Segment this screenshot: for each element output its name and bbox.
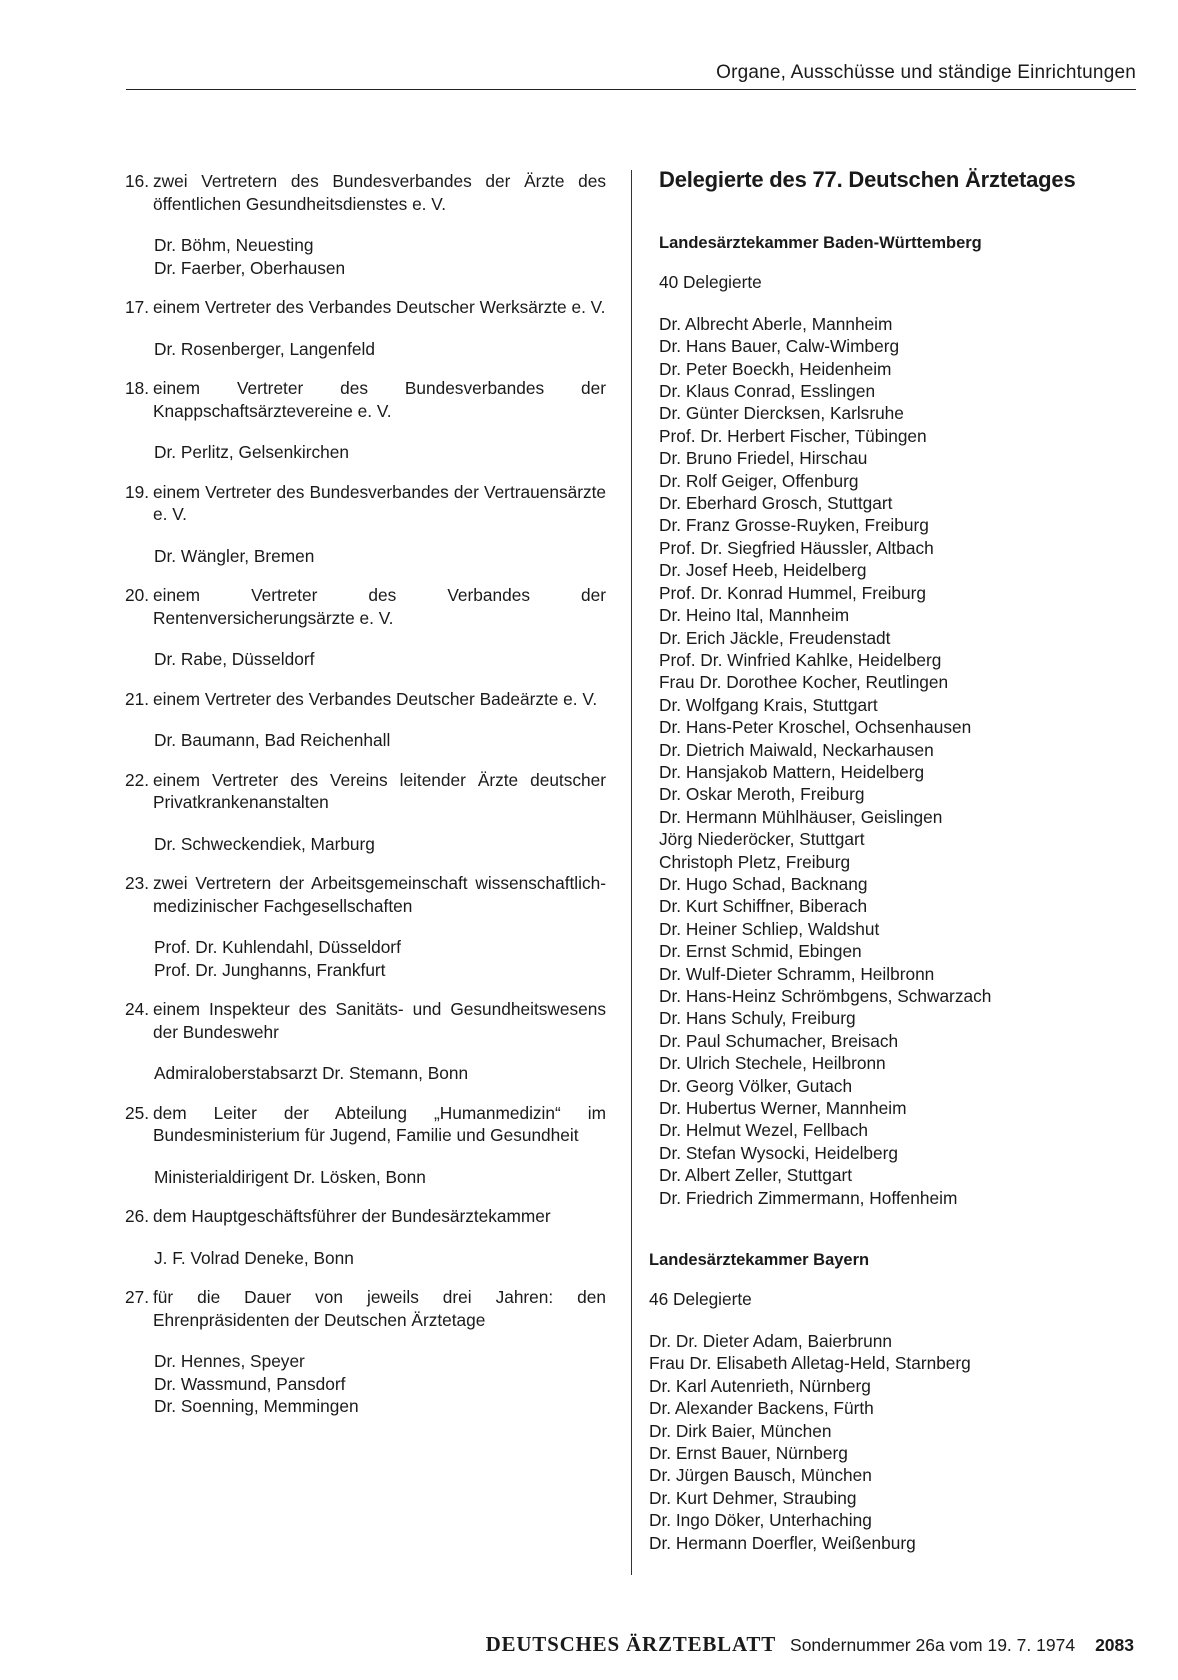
page-footer bbox=[486, 1632, 1134, 1657]
member-name: Dr. Wassmund, Pansdorf bbox=[154, 1373, 346, 1394]
member-names bbox=[116, 1166, 606, 1189]
item-text: einem Inspekteur des Sanitäts- und Gesundheitswesens der Bundeswehr bbox=[153, 999, 606, 1042]
delegate-name: Dr. Dietrich Maiwald, Neckarhausen bbox=[659, 739, 934, 760]
member-names bbox=[116, 729, 606, 752]
delegate-name: Dr. Georg Völker, Gutach bbox=[659, 1075, 853, 1096]
page-number: 2083 bbox=[1095, 1635, 1134, 1655]
delegate-name: Christoph Pletz, Freiburg bbox=[659, 851, 851, 872]
item-number: 19. bbox=[124, 481, 149, 502]
list-item bbox=[116, 584, 606, 671]
chamber-heading: Landesärztekammer Bayern bbox=[649, 1251, 870, 1270]
item-number: 21. bbox=[124, 688, 149, 709]
item-number: 22. bbox=[124, 769, 149, 790]
delegate-name: Dr. Ulrich Stechele, Heilbronn bbox=[659, 1053, 886, 1074]
chamber-heading: Landesärztekammer Baden-Württemberg bbox=[659, 234, 982, 252]
delegate-name: Dr. Heino Ital, Mannheim bbox=[659, 605, 850, 626]
item-number: 18. bbox=[124, 378, 149, 398]
member-names bbox=[116, 545, 606, 568]
member-name: Prof. Dr. Kuhlendahl, Düsseldorf bbox=[154, 937, 401, 957]
column-divider bbox=[631, 170, 632, 1575]
list-item bbox=[116, 481, 606, 568]
delegate-name: Dr. Hans Schuly, Freiburg bbox=[659, 1008, 856, 1029]
member-name: Dr. Faerber, Oberhausen bbox=[154, 257, 346, 278]
delegate-name: Dr. Hans-Heinz Schrömbgens, Schwarzach bbox=[659, 986, 992, 1006]
delegate-name: Dr. Eberhard Grosch, Stuttgart bbox=[659, 493, 893, 514]
delegate-name: Dr. Jürgen Bausch, München bbox=[649, 1465, 872, 1486]
item-text: einem Vertreter des Verbandes der Rentenversicherungsärzte e. V. bbox=[153, 585, 606, 628]
chamber-section bbox=[647, 1249, 1117, 1554]
delegate-name: Dr. Klaus Conrad, Esslingen bbox=[659, 381, 876, 402]
member-name: Dr. Wängler, Bremen bbox=[154, 545, 315, 566]
member-names bbox=[116, 338, 606, 361]
item-number: 16. bbox=[124, 171, 149, 191]
header-rule bbox=[126, 89, 1136, 90]
delegate-name: Dr. Heiner Schliep, Waldshut bbox=[659, 918, 880, 939]
list-item bbox=[116, 296, 606, 360]
member-name: Dr. Perlitz, Gelsenkirchen bbox=[154, 442, 349, 462]
member-name: Dr. Soenning, Memmingen bbox=[154, 1396, 359, 1416]
item-text: einem Vertreter des Bundesverbandes der Knappschaftsärztevereine e. V. bbox=[153, 378, 606, 421]
left-column bbox=[116, 170, 606, 1435]
delegate-name: Dr. Rolf Geiger, Offenburg bbox=[659, 470, 859, 491]
delegate-name: Dr. Alexander Backens, Fürth bbox=[649, 1398, 874, 1419]
delegate-name: Dr. Oskar Meroth, Freiburg bbox=[659, 784, 865, 805]
delegate-name: Dr. Dirk Baier, München bbox=[649, 1420, 832, 1441]
delegate-name: Dr. Helmut Wezel, Fellbach bbox=[659, 1120, 869, 1141]
list-item bbox=[116, 377, 606, 464]
delegate-list bbox=[649, 1330, 1117, 1554]
item-number: 17. bbox=[124, 297, 149, 317]
delegate-name: Dr. Dr. Dieter Adam, Baierbrunn bbox=[649, 1330, 892, 1351]
item-text: einem Vertreter des Verbandes Deutscher Badeärzte e. V. bbox=[153, 688, 598, 709]
item-text: dem Leiter der Abteilung „Humanmedizin“ im Bundesministerium für Jugend, Familie und Gesundheit bbox=[153, 1102, 606, 1145]
issue-info: Sondernummer 26a vom 19. 7. 1974 bbox=[790, 1635, 1076, 1655]
member-names bbox=[116, 1247, 606, 1270]
member-names bbox=[116, 234, 606, 279]
delegate-name: Dr. Hugo Schad, Backnang bbox=[659, 873, 868, 894]
delegate-name: Dr. Josef Heeb, Heidelberg bbox=[659, 560, 867, 581]
delegate-name: Dr. Karl Autenrieth, Nürnberg bbox=[649, 1375, 871, 1396]
list-item bbox=[116, 688, 606, 752]
member-names bbox=[116, 1350, 606, 1418]
member-name: Admiraloberstabsarzt Dr. Stemann, Bonn bbox=[154, 1063, 469, 1083]
delegate-name: Dr. Ingo Döker, Unterhaching bbox=[649, 1510, 872, 1531]
delegate-count: 46 Delegierte bbox=[649, 1289, 752, 1310]
delegate-name: Dr. Wolfgang Krais, Stuttgart bbox=[659, 694, 878, 715]
item-text: einem Vertreter des Vereins leitender Ärzte deutscher Privatkrankenanstalten bbox=[153, 769, 606, 812]
delegate-name: Dr. Stefan Wysocki, Heidelberg bbox=[659, 1142, 899, 1163]
delegate-name: Dr. Albert Zeller, Stuttgart bbox=[659, 1165, 853, 1186]
delegate-name: Dr. Hans Bauer, Calw-Wimberg bbox=[659, 336, 900, 357]
list-item bbox=[116, 769, 606, 856]
member-name: Ministerialdirigent Dr. Lösken, Bonn bbox=[154, 1166, 426, 1187]
magazine-name: DEUTSCHES ÄRZTEBLATT bbox=[485, 1632, 777, 1656]
member-names bbox=[116, 648, 606, 671]
delegate-name: Dr. Peter Boeckh, Heidenheim bbox=[659, 358, 892, 379]
delegate-name: Dr. Erich Jäckle, Freudenstadt bbox=[659, 627, 891, 648]
section-title: Delegierte des 77. Deutschen Ärztetages bbox=[659, 167, 1076, 192]
member-names bbox=[116, 833, 606, 856]
delegate-name: Dr. Paul Schumacher, Breisach bbox=[659, 1030, 899, 1051]
item-text: zwei Vertretern der Arbeitsgemeinschaft wissenschaftlich-medizinischer Fachgesellschaften bbox=[153, 873, 606, 916]
delegate-sections bbox=[647, 232, 1117, 1554]
delegate-name: Dr. Bruno Friedel, Hirschau bbox=[659, 448, 868, 469]
delegate-name: Dr. Albrecht Aberle, Mannheim bbox=[659, 313, 893, 334]
item-number: 25. bbox=[124, 1102, 149, 1123]
delegate-name: Dr. Hans-Peter Kroschel, Ochsenhausen bbox=[659, 717, 972, 738]
delegate-name: Dr. Hansjakob Mattern, Heidelberg bbox=[659, 761, 925, 782]
item-number: 27. bbox=[124, 1287, 149, 1307]
item-text: einem Vertreter des Bundesverbandes der Vertrauensärzte e. V. bbox=[153, 481, 606, 524]
delegate-name: Prof. Dr. Siegfried Häussler, Altbach bbox=[659, 537, 934, 558]
delegate-name: Dr. Friedrich Zimmermann, Hoffenheim bbox=[659, 1187, 958, 1208]
list-item bbox=[116, 1286, 606, 1418]
list-item bbox=[116, 170, 606, 279]
delegate-name: Frau Dr. Dorothee Kocher, Reutlingen bbox=[659, 672, 949, 693]
member-name: Dr. Böhm, Neuesting bbox=[154, 235, 314, 255]
member-names bbox=[116, 1062, 606, 1085]
member-name: Dr. Rabe, Düsseldorf bbox=[154, 649, 315, 669]
item-number: 23. bbox=[124, 873, 149, 893]
member-name: Dr. Schweckendiek, Marburg bbox=[154, 833, 375, 854]
delegate-name: Dr. Ernst Bauer, Nürnberg bbox=[649, 1442, 848, 1463]
member-names bbox=[116, 441, 606, 464]
member-names bbox=[116, 936, 606, 981]
chamber-section bbox=[647, 232, 1117, 1209]
list-item bbox=[116, 998, 606, 1085]
item-number: 20. bbox=[124, 585, 149, 605]
member-name: Dr. Baumann, Bad Reichenhall bbox=[154, 730, 391, 750]
delegate-name: Dr. Günter Diercksen, Karlsruhe bbox=[659, 403, 904, 424]
item-text: für die Dauer von jeweils drei Jahren: den Ehrenpräsidenten der Deutschen Ärztetage bbox=[153, 1287, 606, 1330]
delegate-name: Dr. Kurt Dehmer, Straubing bbox=[649, 1487, 857, 1508]
delegate-list bbox=[659, 313, 1117, 1209]
delegate-name: Dr. Ernst Schmid, Ebingen bbox=[659, 941, 862, 962]
delegate-name: Frau Dr. Elisabeth Alletag-Held, Starnberg bbox=[649, 1353, 971, 1374]
member-name: Dr. Hennes, Speyer bbox=[154, 1351, 305, 1371]
item-text: zwei Vertretern des Bundesverbandes der Ärzte des öffentlichen Gesundheitsdienstes e. V. bbox=[153, 171, 606, 214]
delegate-name: Prof. Dr. Winfried Kahlke, Heidelberg bbox=[659, 649, 942, 670]
delegate-name: Dr. Franz Grosse-Ruyken, Freiburg bbox=[659, 515, 929, 536]
delegate-name: Dr. Hermann Doerfler, Weißenburg bbox=[649, 1532, 916, 1553]
delegate-name: Prof. Dr. Herbert Fischer, Tübingen bbox=[659, 425, 927, 446]
right-column bbox=[647, 166, 1117, 1594]
delegate-name: Dr. Hermann Mühlhäuser, Geislingen bbox=[659, 806, 943, 827]
delegate-name: Prof. Dr. Konrad Hummel, Freiburg bbox=[659, 582, 926, 603]
delegate-name: Dr. Kurt Schiffner, Biberach bbox=[659, 896, 868, 917]
delegate-count: 40 Delegierte bbox=[659, 272, 762, 293]
item-text: dem Hauptgeschäftsführer der Bundesärztekammer bbox=[153, 1206, 551, 1226]
delegate-name: Jörg Niederöcker, Stuttgart bbox=[659, 829, 865, 850]
running-head: Organe, Ausschüsse und ständige Einrichtungen bbox=[716, 62, 1136, 83]
delegate-name: Dr. Wulf-Dieter Schramm, Heilbronn bbox=[659, 963, 935, 984]
member-name: J. F. Volrad Deneke, Bonn bbox=[154, 1247, 354, 1268]
item-number: 24. bbox=[124, 999, 149, 1019]
item-number: 26. bbox=[124, 1206, 149, 1226]
delegate-name: Dr. Hubertus Werner, Mannheim bbox=[659, 1098, 907, 1119]
list-item bbox=[116, 872, 606, 981]
list-item bbox=[116, 1102, 606, 1189]
member-name: Dr. Rosenberger, Langenfeld bbox=[154, 338, 375, 359]
list-item bbox=[116, 1205, 606, 1269]
member-name: Prof. Dr. Junghanns, Frankfurt bbox=[154, 959, 386, 980]
item-text: einem Vertreter des Verbandes Deutscher Werksärzte e. V. bbox=[153, 297, 606, 317]
